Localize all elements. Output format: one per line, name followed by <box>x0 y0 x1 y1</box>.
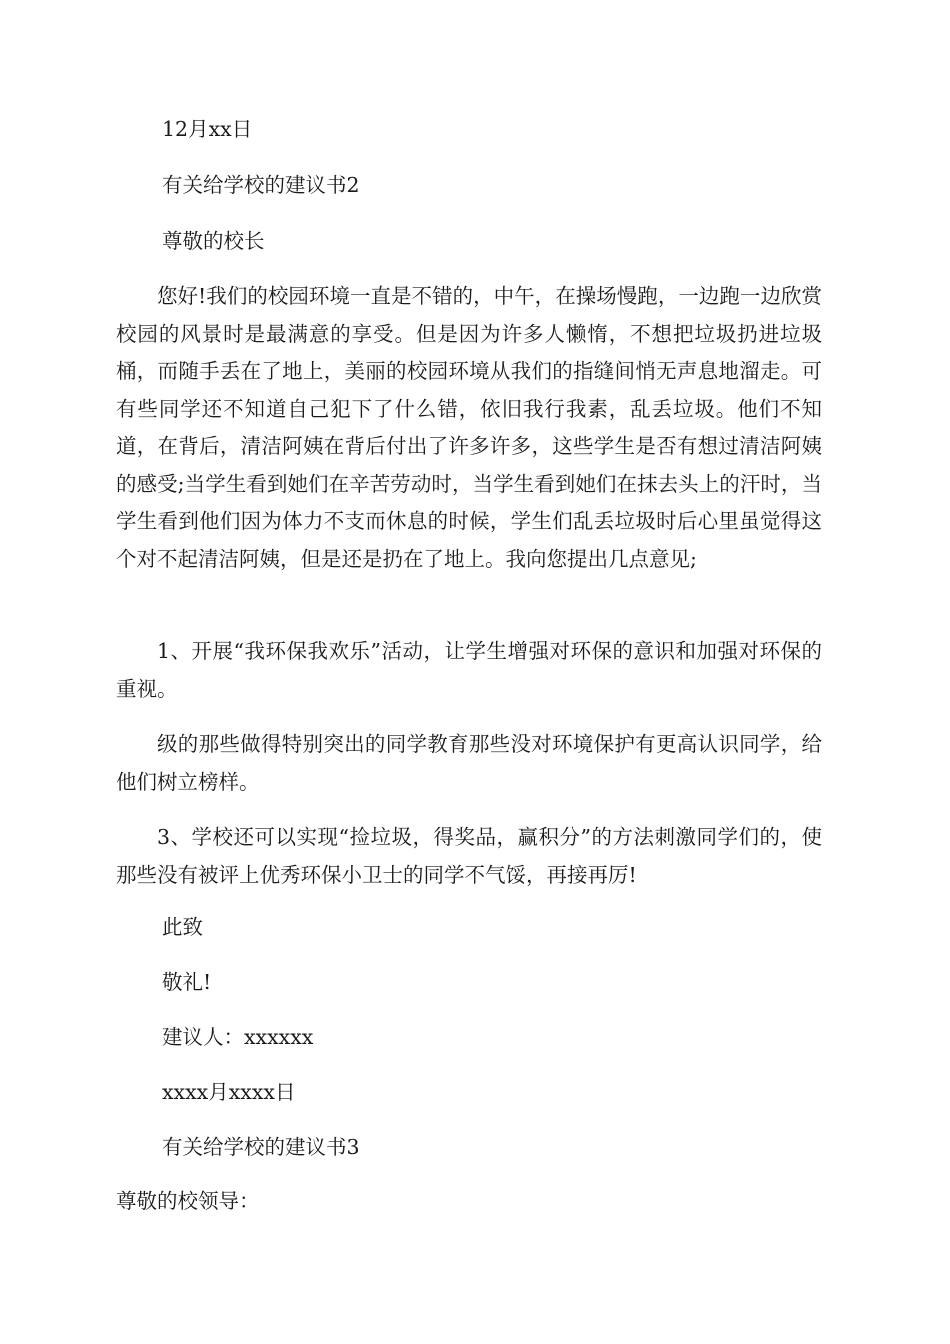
body-paragraph-1: 您好!我们的校园环境一直是不错的，中午，在操场慢跑，一边跑一边欣赏校园的风景时是最满意的享受。但是因为许多人懒惰，不想把垃圾扔进垃圾桶，而随手丢在了地上，美丽的校园环境从我们的指缝间悄无声息地溜走。可有些同学还不知道自己犯下了什么错，依旧我行我素，乱丢垃圾。他们不知道，在背后，清洁阿姨在背后付出了许多许多，这些学生是否有想过清洁阿姨的感受;当学生看到她们在辛苦劳动时，当学生看到她们在抹去头上的汗时，当学生看到他们因为体力不支而休息的时候，学生们乱丢垃圾时后心里虽觉得这个对不起清洁阿姨，但是还是扔在了地上。我向您提出几点意见; <box>116 284 822 571</box>
suggestion-point-2: 级的那些做得特别突出的同学教育那些没对环境保护有更高认识同学，给他们树立榜样。 <box>116 732 822 794</box>
closing-line-2: 敬礼! <box>162 970 212 994</box>
signer-line: 建议人：xxxxxx <box>162 1025 314 1049</box>
salutation-2: 尊敬的校长 <box>162 229 265 253</box>
letter-title-3: 有关给学校的建议书3 <box>162 1135 360 1159</box>
salutation-3: 尊敬的校领导： <box>116 1189 260 1213</box>
closing-line-1: 此致 <box>162 915 203 939</box>
suggestion-point-3: 3、学校还可以实现“捡垃圾，得奖品，赢积分”的方法刺激同学们的，使那些没有被评上优秀环保小卫士的同学不气馁，再接再厉! <box>116 825 822 887</box>
suggestion-point-1: 1、开展“我环保我欢乐”活动，让学生增强对环保的意识和加强对环保的重视。 <box>116 639 822 701</box>
date-line: 12月xx日 <box>162 117 253 141</box>
sign-date-line: xxxx月xxxx日 <box>162 1080 296 1104</box>
letter-title-2: 有关给学校的建议书2 <box>162 173 360 197</box>
